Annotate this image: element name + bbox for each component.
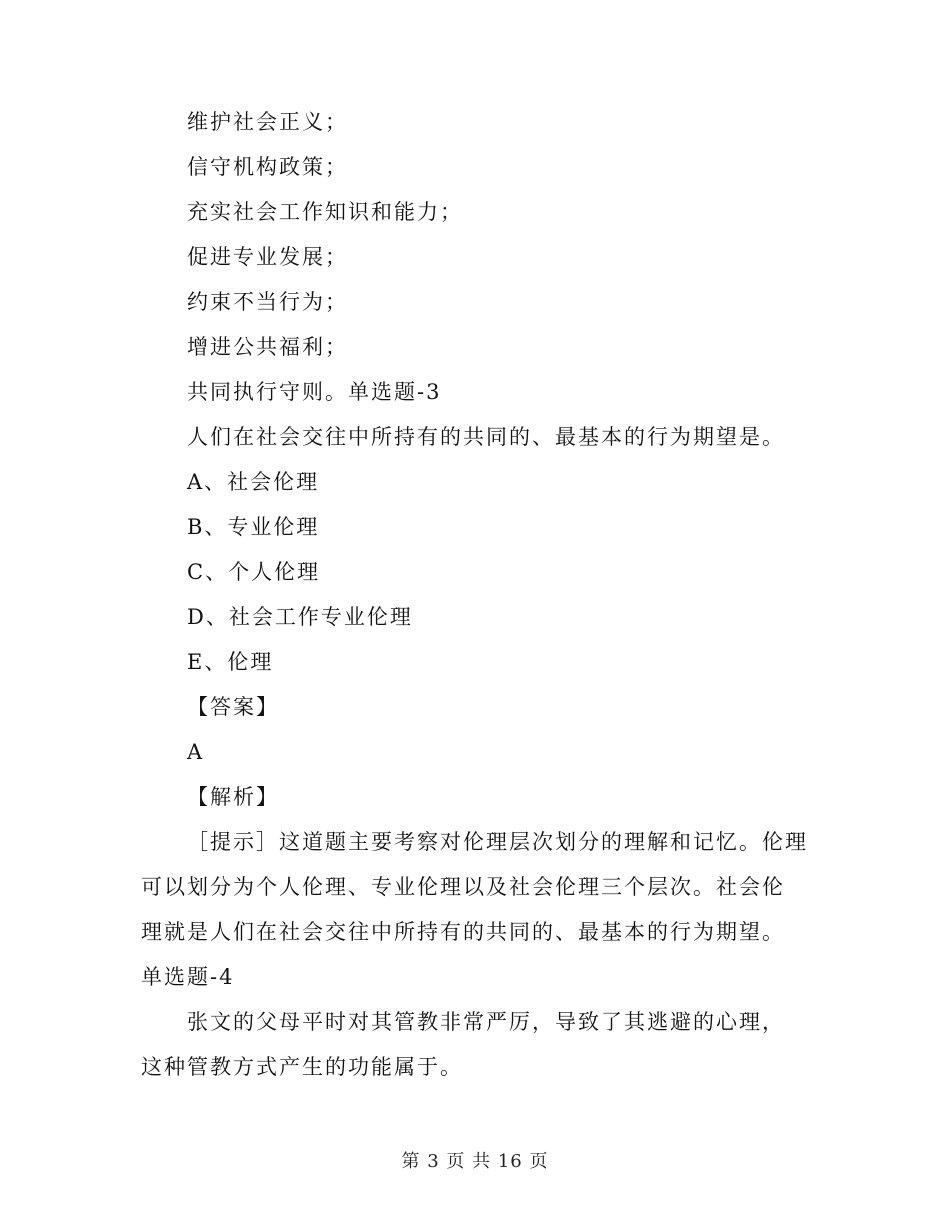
answer-value: A	[187, 740, 205, 764]
answer-label: 【答案】	[187, 695, 279, 719]
question-heading: 单选题-4	[141, 965, 235, 989]
text-line: 约束不当行为；	[187, 290, 348, 314]
option-e: E、伦理	[187, 650, 274, 674]
text-line: 维护社会正义；	[187, 110, 348, 134]
analysis-label: 【解析】	[187, 785, 279, 809]
analysis-text: ［提示］这道题主要考察对伦理层次划分的理解和记忆。伦理	[187, 830, 808, 854]
option-d: D、社会工作专业伦理	[187, 605, 413, 629]
page-number-footer: 第 3 页 共 16 页	[401, 1151, 549, 1172]
question-heading: 共同执行守则。单选题-3	[187, 380, 442, 404]
text-line: 充实社会工作知识和能力；	[187, 200, 463, 224]
question-stem: 张文的父母平时对其管教非常严厉，导致了其逃避的心理，	[187, 1010, 785, 1034]
text-line: 增进公共福利；	[187, 335, 348, 359]
option-a: A、社会伦理	[187, 470, 320, 494]
text-line: 促进专业发展；	[187, 245, 348, 269]
analysis-text: 理就是人们在社会交往中所持有的共同的、最基本的行为期望。	[141, 920, 785, 944]
question-stem: 人们在社会交往中所持有的共同的、最基本的行为期望是。	[187, 425, 785, 449]
analysis-text: 可以划分为个人伦理、专业伦理以及社会伦理三个层次。社会伦	[141, 875, 785, 899]
option-c: C、个人伦理	[187, 560, 321, 584]
question-stem: 这种管教方式产生的功能属于。	[141, 1055, 463, 1079]
text-line: 信守机构政策；	[187, 155, 348, 179]
option-b: B、专业伦理	[187, 515, 320, 539]
